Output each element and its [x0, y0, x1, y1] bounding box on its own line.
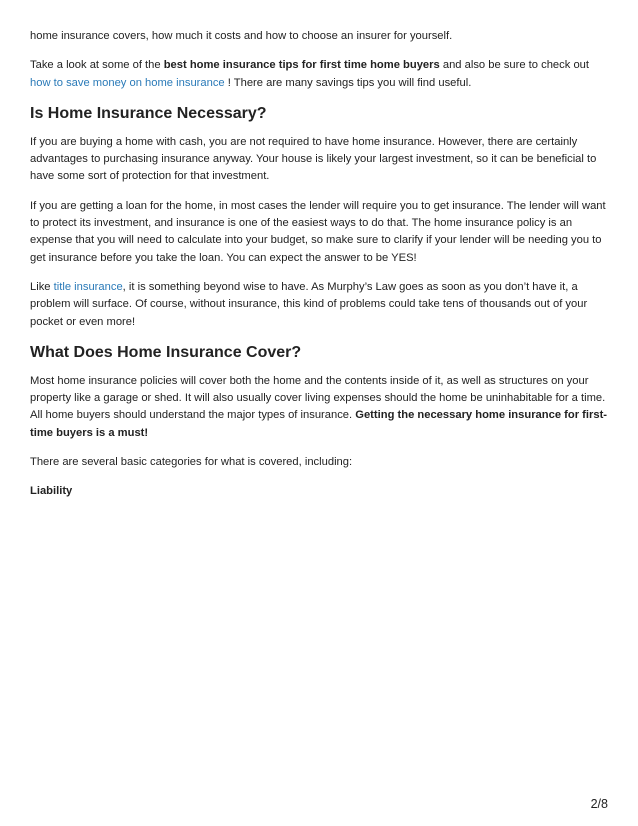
tips-bold-text: best home insurance tips for first time home buyers	[163, 59, 440, 72]
document-page	[30, 28, 610, 513]
liability-subheading	[30, 483, 610, 500]
cash-buyer-paragraph: If you are buying a home with cash, you are not required to have home insurance. However, there are certainly advantages to purchasing insurance anyway. Your house is likely your largest investment, so it can be beneficial to have some sort of protection for that investment.	[30, 135, 597, 183]
tips-text-end: ! There are many savings tips you will find useful.	[224, 76, 472, 89]
title-insurance-paragraph	[30, 279, 610, 331]
tips-paragraph	[30, 57, 610, 92]
section-heading-necessary: Is Home Insurance Necessary?	[30, 104, 267, 122]
save-money-link[interactable]: how to save money on home insurance	[30, 76, 225, 89]
coverage-text: Most home insurance policies will cover both the home and the contents inside of it, as well as structures on your property like a garage or shed. It will also usually cover living expenses should the home be uninhabitable for a time. All home buyers should understand the major types of insurance.	[30, 374, 606, 422]
title-insurance-text-end: , it is something beyond wise to have. As Murphy’s Law goes as soon as you don’t have it, a problem will surface. Of course, without insurance, this kind of problems could take tens of thousands out of your pocket or even more!	[30, 280, 588, 328]
page-number: 2/8	[590, 797, 608, 811]
section-heading-coverage: What Does Home Insurance Cover?	[30, 343, 302, 361]
liability-label: Liability	[30, 485, 73, 498]
loan-paragraph: If you are getting a loan for the home, in most cases the lender will require you to get insurance. The lender will want to protect its investment, and insurance is one of the easiest ways to do that. The home insurance policy is an expense that you will need to calculate into your budget, so make sure to clarify if your lender will be needing you to get insurance before you take the loan. You can expect the answer to be YES!	[30, 199, 606, 264]
coverage-bold-text: Getting the necessary home insurance for first- time buyers is a must!	[30, 409, 608, 439]
intro-text: home insurance covers, how much it costs and how to choose an insurer for yourself.	[30, 30, 453, 42]
title-insurance-link[interactable]: title insurance	[53, 280, 123, 293]
title-insurance-text-start: Like	[30, 280, 54, 293]
coverage-paragraph	[30, 373, 610, 442]
categories-paragraph: There are several basic categories for what is covered, including:	[30, 456, 353, 469]
intro-paragraph	[30, 28, 610, 45]
tips-text-middle: and also be sure to check out	[439, 59, 589, 72]
tips-text-start: Take a look at some of the	[30, 59, 164, 72]
